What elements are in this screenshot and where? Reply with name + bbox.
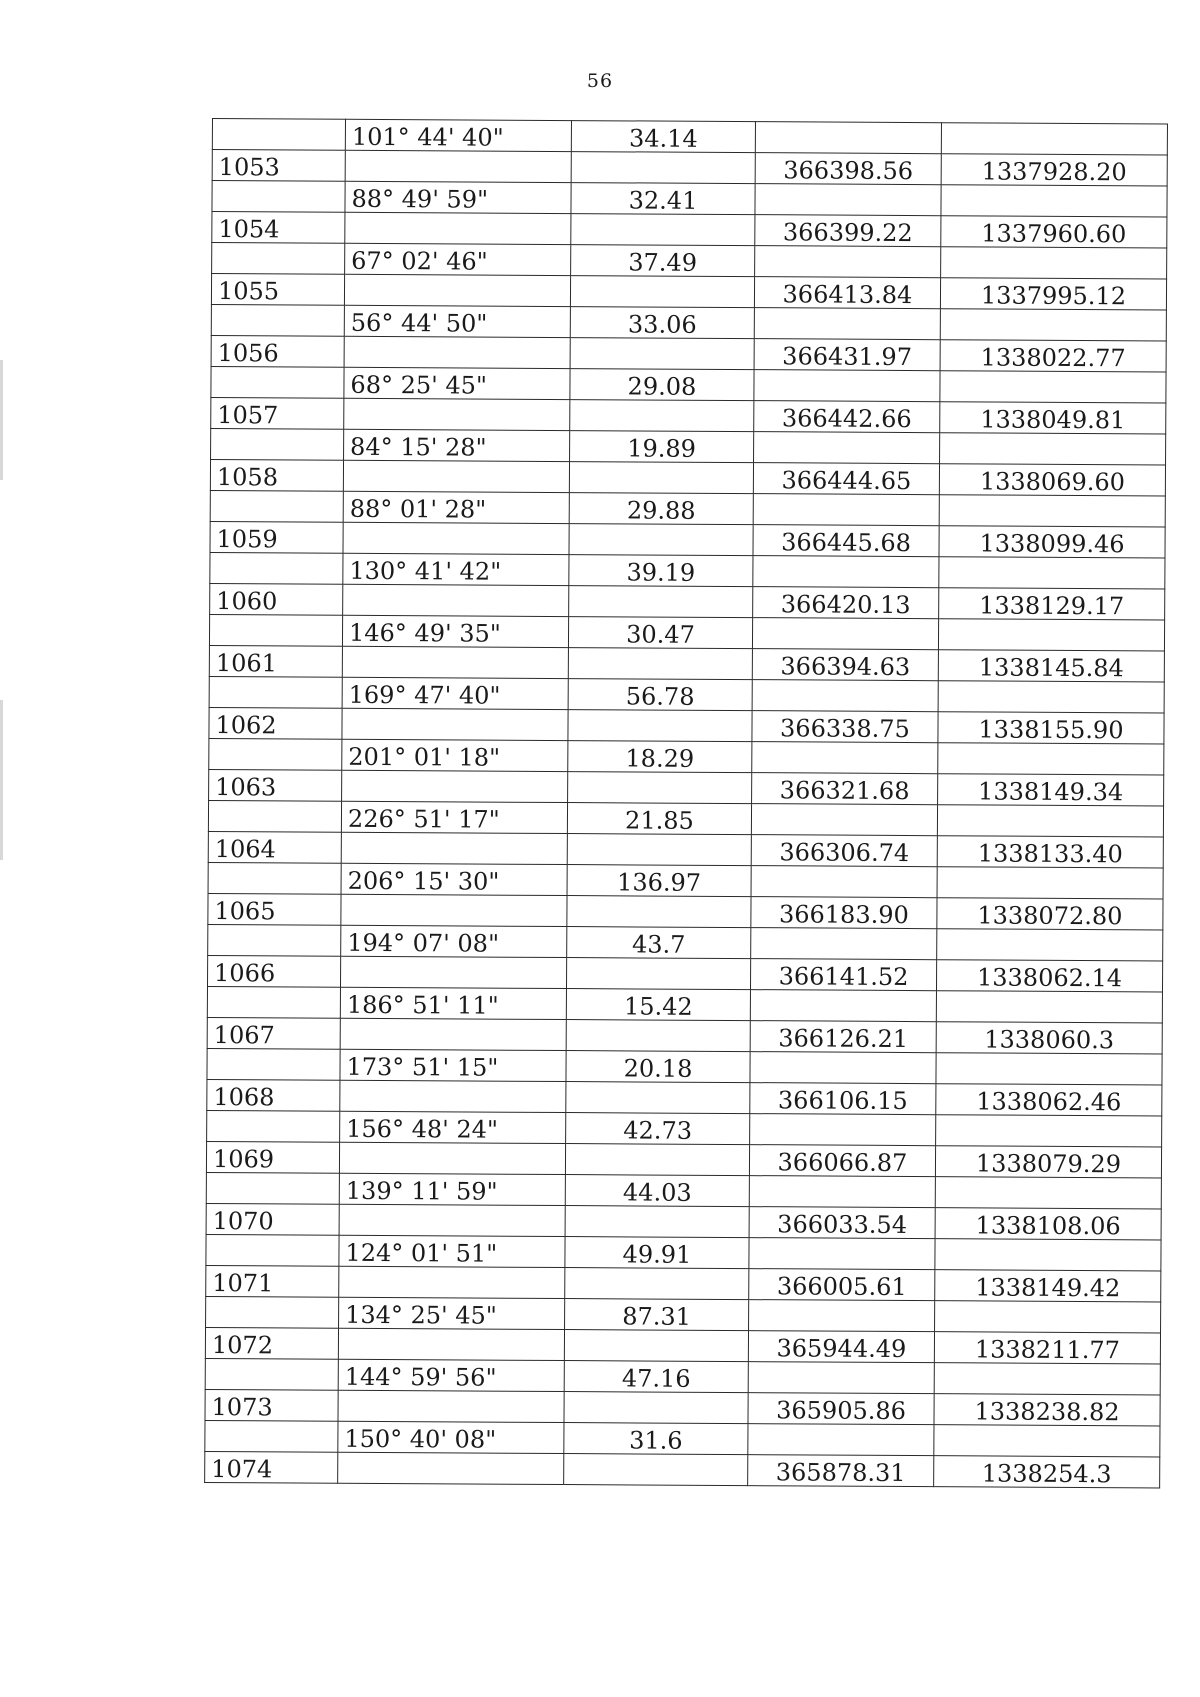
bearing-cell: 130° 41' 42" bbox=[343, 553, 569, 585]
station-id-cell: 1068 bbox=[207, 1079, 340, 1111]
empty-cell bbox=[209, 614, 342, 646]
empty-cell bbox=[936, 991, 1162, 1023]
empty-cell bbox=[207, 986, 340, 1018]
empty-cell bbox=[344, 398, 570, 430]
leg-row bbox=[207, 986, 1162, 1022]
station-row bbox=[205, 1451, 1160, 1487]
bearing-cell: 134° 25' 45" bbox=[339, 1297, 565, 1329]
station-id-cell: 1069 bbox=[206, 1141, 339, 1173]
station-id-cell: 1072 bbox=[205, 1327, 338, 1359]
empty-cell bbox=[939, 557, 1165, 589]
distance-cell: 44.03 bbox=[565, 1175, 749, 1207]
empty-cell bbox=[937, 929, 1163, 961]
northing-cell: 1337960.60 bbox=[941, 216, 1167, 248]
northing-cell: 1338238.82 bbox=[934, 1394, 1160, 1426]
empty-cell bbox=[338, 1328, 564, 1360]
bearing-cell: 68° 25' 45" bbox=[344, 367, 570, 399]
empty-cell bbox=[567, 834, 751, 866]
easting-cell: 365944.49 bbox=[748, 1331, 934, 1363]
easting-cell: 366126.21 bbox=[750, 1021, 936, 1053]
empty-cell bbox=[569, 586, 753, 618]
empty-cell bbox=[940, 433, 1166, 465]
empty-cell bbox=[209, 676, 342, 708]
empty-cell bbox=[566, 1082, 750, 1114]
northing-cell: 1337928.20 bbox=[941, 154, 1167, 186]
station-id-cell: 1064 bbox=[208, 831, 341, 863]
distance-cell: 31.6 bbox=[564, 1423, 748, 1455]
easting-cell: 366394.63 bbox=[752, 649, 938, 681]
leg-row bbox=[206, 1234, 1161, 1270]
northing-cell: 1338149.34 bbox=[938, 774, 1164, 806]
empty-cell bbox=[751, 928, 937, 960]
easting-cell: 366420.13 bbox=[753, 587, 939, 619]
empty-cell bbox=[748, 1362, 934, 1394]
easting-cell: 366445.68 bbox=[753, 525, 939, 557]
empty-cell bbox=[208, 800, 341, 832]
bearing-cell: 101° 44' 40" bbox=[345, 119, 571, 151]
empty-cell bbox=[343, 460, 569, 492]
empty-cell bbox=[750, 1052, 936, 1084]
station-id-cell: 1074 bbox=[205, 1451, 338, 1483]
bearing-cell: 144° 59' 56" bbox=[338, 1359, 564, 1391]
easting-cell: 366444.65 bbox=[753, 463, 939, 495]
easting-cell: 366321.68 bbox=[752, 773, 938, 805]
station-id-cell: 1062 bbox=[209, 707, 342, 739]
empty-cell bbox=[341, 894, 567, 926]
northing-cell: 1338145.84 bbox=[938, 650, 1164, 682]
empty-cell bbox=[935, 1301, 1161, 1333]
northing-cell: 1338060.3 bbox=[936, 1022, 1162, 1054]
empty-cell bbox=[935, 1177, 1161, 1209]
empty-cell bbox=[941, 247, 1167, 279]
empty-cell bbox=[938, 619, 1164, 651]
distance-cell: 87.31 bbox=[565, 1299, 749, 1331]
easting-cell: 366066.87 bbox=[749, 1145, 935, 1177]
station-id-cell: 1063 bbox=[209, 769, 342, 801]
bearing-cell: 88° 49' 59" bbox=[345, 181, 571, 213]
leg-row bbox=[209, 676, 1164, 712]
empty-cell bbox=[564, 1392, 748, 1424]
empty-cell bbox=[339, 1204, 565, 1236]
distance-cell: 49.91 bbox=[565, 1237, 749, 1269]
empty-cell bbox=[342, 646, 568, 678]
leg-row bbox=[210, 552, 1165, 588]
easting-cell: 366141.52 bbox=[750, 959, 936, 991]
bearing-cell: 124° 01' 51" bbox=[339, 1235, 565, 1267]
empty-cell bbox=[755, 122, 941, 154]
empty-cell bbox=[934, 1363, 1160, 1395]
distance-cell: 19.89 bbox=[570, 431, 754, 463]
leg-row bbox=[212, 181, 1167, 217]
northing-cell: 1338062.14 bbox=[936, 960, 1162, 992]
empty-cell bbox=[345, 212, 571, 244]
empty-cell bbox=[569, 462, 753, 494]
bearing-cell: 67° 02' 46" bbox=[345, 243, 571, 275]
easting-cell: 366306.74 bbox=[751, 835, 937, 867]
easting-cell: 366398.56 bbox=[755, 153, 941, 185]
station-id-cell: 1065 bbox=[208, 893, 341, 925]
distance-cell: 47.16 bbox=[564, 1361, 748, 1393]
empty-cell bbox=[565, 1144, 749, 1176]
empty-cell bbox=[749, 1238, 935, 1270]
empty-cell bbox=[751, 866, 937, 898]
empty-cell bbox=[210, 490, 343, 522]
bearing-cell: 194° 07' 08" bbox=[341, 925, 567, 957]
distance-cell: 33.06 bbox=[570, 307, 754, 339]
bearing-cell: 169° 47' 40" bbox=[342, 677, 568, 709]
empty-cell bbox=[750, 1114, 936, 1146]
leg-row bbox=[206, 1296, 1161, 1332]
easting-cell: 366399.22 bbox=[755, 215, 941, 247]
station-id-cell: 1059 bbox=[210, 521, 343, 553]
easting-cell: 366431.97 bbox=[754, 339, 940, 371]
northing-cell: 1338108.06 bbox=[935, 1208, 1161, 1240]
leg-row bbox=[208, 924, 1163, 960]
leg-row bbox=[211, 366, 1166, 402]
empty-cell bbox=[568, 710, 752, 742]
empty-cell bbox=[570, 276, 754, 308]
empty-cell bbox=[936, 1053, 1162, 1085]
northing-cell: 1338099.46 bbox=[939, 526, 1165, 558]
leg-row bbox=[209, 738, 1164, 774]
empty-cell bbox=[754, 308, 940, 340]
empty-cell bbox=[941, 123, 1167, 155]
distance-cell: 15.42 bbox=[566, 989, 750, 1021]
station-id-cell: 1073 bbox=[205, 1389, 338, 1421]
northing-cell: 1338062.46 bbox=[936, 1084, 1162, 1116]
traverse-table bbox=[204, 118, 1168, 1488]
empty-cell bbox=[206, 1172, 339, 1204]
empty-cell bbox=[754, 432, 940, 464]
empty-cell bbox=[340, 956, 566, 988]
empty-cell bbox=[750, 990, 936, 1022]
distance-cell: 42.73 bbox=[566, 1113, 750, 1145]
empty-cell bbox=[341, 832, 567, 864]
leg-row bbox=[209, 614, 1164, 650]
station-id-cell: 1070 bbox=[206, 1203, 339, 1235]
empty-cell bbox=[207, 1048, 340, 1080]
scan-edge-mark bbox=[0, 700, 3, 860]
empty-cell bbox=[569, 524, 753, 556]
empty-cell bbox=[751, 804, 937, 836]
empty-cell bbox=[338, 1452, 564, 1484]
northing-cell: 1338254.3 bbox=[934, 1456, 1160, 1488]
distance-cell: 34.14 bbox=[571, 121, 755, 153]
empty-cell bbox=[205, 1420, 338, 1452]
empty-cell bbox=[754, 370, 940, 402]
northing-cell: 1338149.42 bbox=[935, 1270, 1161, 1302]
bearing-cell: 226° 51' 17" bbox=[341, 801, 567, 833]
empty-cell bbox=[568, 772, 752, 804]
empty-cell bbox=[937, 867, 1163, 899]
empty-cell bbox=[565, 1268, 749, 1300]
distance-cell: 32.41 bbox=[571, 183, 755, 215]
leg-row bbox=[205, 1358, 1160, 1394]
empty-cell bbox=[753, 494, 939, 526]
easting-cell: 366413.84 bbox=[754, 277, 940, 309]
empty-cell bbox=[565, 1206, 749, 1238]
bearing-cell: 56° 44' 50" bbox=[344, 305, 570, 337]
empty-cell bbox=[936, 1115, 1162, 1147]
empty-cell bbox=[212, 243, 345, 275]
station-id-cell: 1071 bbox=[206, 1265, 339, 1297]
empty-cell bbox=[206, 1234, 339, 1266]
empty-cell bbox=[570, 400, 754, 432]
bearing-cell: 150° 40' 08" bbox=[338, 1421, 564, 1453]
empty-cell bbox=[342, 708, 568, 740]
leg-row bbox=[211, 304, 1166, 340]
empty-cell bbox=[343, 522, 569, 554]
distance-cell: 136.97 bbox=[567, 865, 751, 897]
station-id-cell: 1057 bbox=[211, 397, 344, 429]
distance-cell: 21.85 bbox=[567, 803, 751, 835]
empty-cell bbox=[339, 1266, 565, 1298]
bearing-cell: 206° 15' 30" bbox=[341, 863, 567, 895]
empty-cell bbox=[938, 681, 1164, 713]
station-id-cell: 1056 bbox=[211, 335, 344, 367]
empty-cell bbox=[211, 304, 344, 336]
empty-cell bbox=[571, 214, 755, 246]
easting-cell: 365905.86 bbox=[748, 1393, 934, 1425]
empty-cell bbox=[209, 738, 342, 770]
empty-cell bbox=[343, 584, 569, 616]
station-id-cell: 1053 bbox=[212, 150, 345, 182]
leg-row bbox=[206, 1172, 1161, 1208]
bearing-cell: 201° 01' 18" bbox=[342, 739, 568, 771]
empty-cell bbox=[749, 1300, 935, 1332]
easting-cell: 365878.31 bbox=[748, 1455, 934, 1487]
bearing-cell: 139° 11' 59" bbox=[339, 1173, 565, 1205]
distance-cell: 37.49 bbox=[571, 245, 755, 277]
distance-cell: 39.19 bbox=[569, 555, 753, 587]
empty-cell bbox=[567, 896, 751, 928]
empty-cell bbox=[934, 1425, 1160, 1457]
leg-row bbox=[205, 1420, 1160, 1456]
northing-cell: 1338022.77 bbox=[940, 340, 1166, 372]
bearing-cell: 146° 49' 35" bbox=[342, 615, 568, 647]
northing-cell: 1338072.80 bbox=[937, 898, 1163, 930]
station-id-cell: 1060 bbox=[210, 583, 343, 615]
empty-cell bbox=[211, 428, 344, 460]
distance-cell: 29.88 bbox=[569, 493, 753, 525]
scan-edge-mark bbox=[0, 360, 3, 480]
empty-cell bbox=[939, 495, 1165, 527]
traverse-table-body bbox=[205, 119, 1168, 1488]
empty-cell bbox=[340, 1018, 566, 1050]
northing-cell: 1338129.17 bbox=[939, 588, 1165, 620]
station-id-cell: 1066 bbox=[207, 955, 340, 987]
empty-cell bbox=[208, 924, 341, 956]
easting-cell: 366033.54 bbox=[749, 1207, 935, 1239]
distance-cell: 43.7 bbox=[567, 927, 751, 959]
empty-cell bbox=[564, 1454, 748, 1486]
empty-cell bbox=[340, 1080, 566, 1112]
leg-row bbox=[207, 1110, 1162, 1146]
distance-cell: 18.29 bbox=[568, 741, 752, 773]
empty-cell bbox=[212, 181, 345, 213]
empty-cell bbox=[938, 743, 1164, 775]
empty-cell bbox=[564, 1330, 748, 1362]
bearing-cell: 88° 01' 28" bbox=[343, 491, 569, 523]
leg-row bbox=[208, 800, 1163, 836]
empty-cell bbox=[749, 1176, 935, 1208]
northing-cell: 1338069.60 bbox=[939, 464, 1165, 496]
leg-row bbox=[212, 243, 1167, 279]
empty-cell bbox=[211, 366, 344, 398]
empty-cell bbox=[937, 805, 1163, 837]
leg-row bbox=[212, 119, 1167, 155]
empty-cell bbox=[344, 274, 570, 306]
bearing-cell: 186° 51' 11" bbox=[340, 987, 566, 1019]
empty-cell bbox=[571, 152, 755, 184]
northing-cell: 1338155.90 bbox=[938, 712, 1164, 744]
northing-cell: 1338049.81 bbox=[940, 402, 1166, 434]
distance-cell: 29.08 bbox=[570, 369, 754, 401]
station-id-cell: 1054 bbox=[212, 212, 345, 244]
station-id-cell: 1055 bbox=[211, 274, 344, 306]
empty-cell bbox=[338, 1390, 564, 1422]
northing-cell: 1338079.29 bbox=[935, 1146, 1161, 1178]
station-id-cell: 1061 bbox=[209, 645, 342, 677]
easting-cell: 366338.75 bbox=[752, 711, 938, 743]
distance-cell: 30.47 bbox=[568, 617, 752, 649]
empty-cell bbox=[342, 770, 568, 802]
bearing-cell: 84° 15' 28" bbox=[344, 429, 570, 461]
empty-cell bbox=[941, 185, 1167, 217]
station-id-cell: 1067 bbox=[207, 1017, 340, 1049]
empty-cell bbox=[207, 1110, 340, 1142]
empty-cell bbox=[212, 119, 345, 151]
leg-row bbox=[207, 1048, 1162, 1084]
leg-row bbox=[210, 490, 1165, 526]
northing-cell: 1338211.77 bbox=[934, 1332, 1160, 1364]
empty-cell bbox=[755, 246, 941, 278]
distance-cell: 20.18 bbox=[566, 1051, 750, 1083]
empty-cell bbox=[935, 1239, 1161, 1271]
empty-cell bbox=[940, 309, 1166, 341]
empty-cell bbox=[210, 552, 343, 584]
empty-cell bbox=[345, 150, 571, 182]
empty-cell bbox=[206, 1296, 339, 1328]
empty-cell bbox=[940, 371, 1166, 403]
northing-cell: 1338133.40 bbox=[937, 836, 1163, 868]
empty-cell bbox=[752, 680, 938, 712]
easting-cell: 366005.61 bbox=[749, 1269, 935, 1301]
northing-cell: 1337995.12 bbox=[940, 278, 1166, 310]
empty-cell bbox=[205, 1358, 338, 1390]
empty-cell bbox=[570, 338, 754, 370]
bearing-cell: 156° 48' 24" bbox=[340, 1111, 566, 1143]
bearing-cell: 173° 51' 15" bbox=[340, 1049, 566, 1081]
empty-cell bbox=[755, 184, 941, 216]
easting-cell: 366106.15 bbox=[750, 1083, 936, 1115]
distance-cell: 56.78 bbox=[568, 679, 752, 711]
empty-cell bbox=[753, 556, 939, 588]
leg-row bbox=[208, 862, 1163, 898]
empty-cell bbox=[752, 618, 938, 650]
leg-row bbox=[211, 428, 1166, 464]
empty-cell bbox=[752, 742, 938, 774]
empty-cell bbox=[339, 1142, 565, 1174]
empty-cell bbox=[566, 1020, 750, 1052]
easting-cell: 366183.90 bbox=[751, 897, 937, 929]
station-id-cell: 1058 bbox=[210, 459, 343, 491]
empty-cell bbox=[344, 336, 570, 368]
easting-cell: 366442.66 bbox=[754, 401, 940, 433]
empty-cell bbox=[748, 1424, 934, 1456]
empty-cell bbox=[568, 648, 752, 680]
empty-cell bbox=[208, 862, 341, 894]
page-number: 56 bbox=[586, 70, 614, 92]
traverse-table-wrapper bbox=[204, 118, 1167, 1488]
empty-cell bbox=[566, 958, 750, 990]
